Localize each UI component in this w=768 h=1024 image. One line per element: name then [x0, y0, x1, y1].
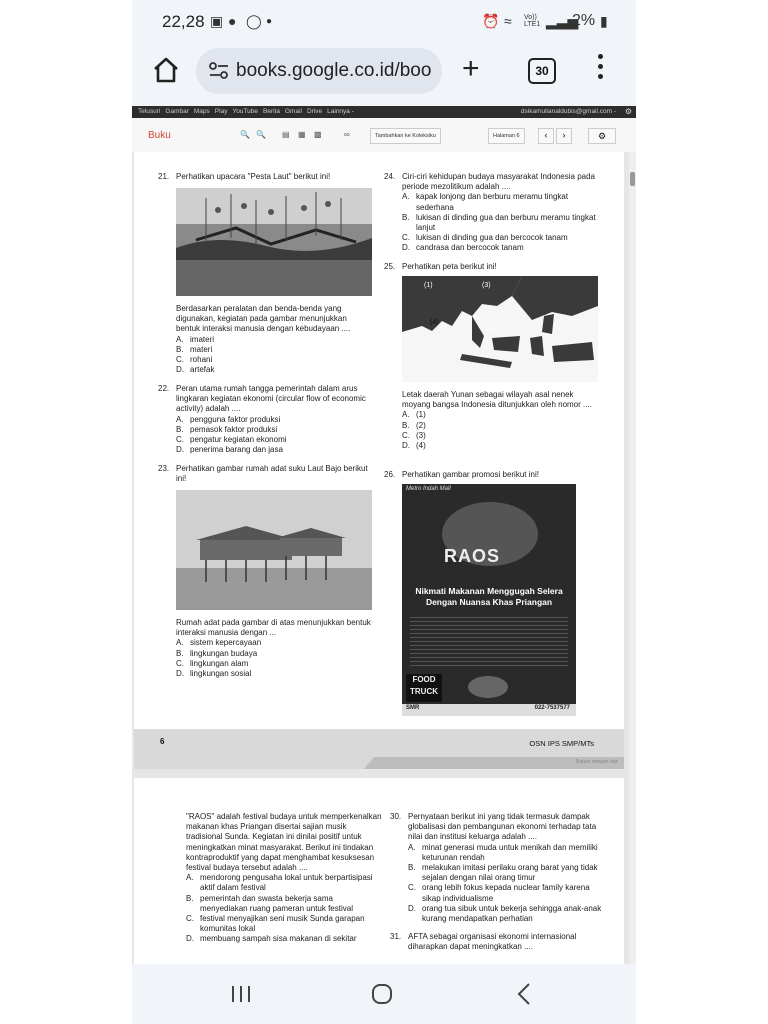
- option-letter: B.: [176, 648, 184, 658]
- option-text: mendorong pengusaha lokal untuk berpartisipasi aktif dalam festival: [200, 873, 373, 893]
- answer-option: [176, 638, 372, 648]
- option-letter: C.: [408, 883, 416, 893]
- prev-page-button[interactable]: ‹: [538, 128, 554, 144]
- answer-option: [186, 914, 382, 934]
- answer-option: [402, 192, 600, 212]
- option-letter: D.: [408, 903, 416, 913]
- option-text: membuang sampah sisa makanan di sekitar: [200, 934, 357, 944]
- option-text: festival menyajikan seni musik Sunda garapan komunitas lokal: [200, 914, 365, 934]
- answer-option: [176, 435, 372, 445]
- link-icon[interactable]: ∞: [344, 130, 350, 139]
- zoom-in-icon[interactable]: 🔍: [256, 130, 266, 139]
- answer-option: [408, 883, 608, 903]
- option-letter: A.: [176, 334, 184, 344]
- option-letter: D.: [176, 365, 184, 375]
- url-text[interactable]: books.google.co.id/boo: [236, 60, 432, 81]
- option-text: lukisan di dinding gua dan bercocok tanam: [416, 233, 568, 243]
- answer-option: [176, 355, 372, 365]
- gallery-icon: ▣: [210, 13, 224, 29]
- map-label-2: (2): [488, 327, 497, 334]
- option-letter: C.: [176, 435, 184, 445]
- home-icon[interactable]: [152, 56, 180, 84]
- question-21-body: Berdasarkan peralatan dan benda-benda yang digunakan, kegiatan pada gambar menunjukkan bentuk interaksi manusia dengan kebudayaan .... A. imateri B. materi C. rohani D. artefak: [176, 304, 372, 375]
- answer-option: [402, 233, 600, 243]
- page-number: 6: [160, 737, 165, 746]
- option-text: lingkungan budaya: [190, 648, 258, 658]
- settings-button[interactable]: ⚙: [588, 128, 616, 144]
- question-23: 23. Perhatikan gambar rumah adat suku Laut Bajo berikut ini!: [158, 464, 368, 484]
- books-toolbar: [132, 118, 636, 153]
- question-21: 21. Perhatikan upacara "Pesta Laut" berikut ini!: [158, 172, 331, 181]
- option-text: melakukan imitasi perilaku orang barat yang tidak sejalan dengan nilai orang timur: [422, 863, 598, 883]
- answer-option: [408, 904, 608, 924]
- next-page-button[interactable]: ›: [556, 128, 572, 144]
- battery-percent: 2%: [572, 12, 596, 29]
- two-page-icon[interactable]: ▦: [298, 130, 306, 139]
- option-letter: B.: [176, 344, 184, 354]
- answer-option: [402, 431, 600, 441]
- add-to-collection-button[interactable]: Tambahkan ke Koleksiku: [370, 128, 441, 144]
- scrollbar[interactable]: [629, 152, 636, 964]
- option-letter: B.: [176, 424, 184, 434]
- option-text: orang tua sibuk untuk bekerja sehingga anak-anak kurang mendapatkan perhatian: [422, 903, 602, 924]
- option-text: (3): [416, 430, 426, 440]
- account-email[interactable]: dsikamulianaldubis@gmail.com -: [520, 108, 616, 115]
- option-letter: B.: [186, 893, 194, 903]
- status-time: 22,28: [162, 12, 205, 31]
- poster-phone: 022-7537577: [534, 705, 570, 711]
- option-letter: C.: [176, 355, 184, 365]
- book-page-6: [134, 152, 624, 729]
- home-nav-icon[interactable]: [370, 982, 394, 1006]
- option-text: pemasok faktor produksi: [190, 424, 278, 434]
- zoom-out-icon[interactable]: 🔍: [240, 130, 250, 139]
- map-label-4: (4): [430, 319, 439, 326]
- poster-headline: Nikmati Makanan Menggugah Selera Dengan Nuansa Khas Priangan: [415, 586, 563, 607]
- book-viewer[interactable]: [132, 152, 636, 964]
- option-letter: A.: [408, 842, 416, 852]
- question-22: 22. Peran utama rumah tangga pemerintah dalam arus lingkaran kegiatan ekonomi (circular flow of economic activity) adalah .... A. pengguna faktor produksi B. pemasok faktor produksi C. pengatur kegiatan ekonomi D. penerima barang dan jasa: [176, 384, 372, 455]
- question-31: 31. AFTA sebagai organisasi ekonomi internasional diharapkan dapat meningkatkan ....: [390, 932, 577, 952]
- option-letter: B.: [402, 420, 410, 430]
- answer-option: [176, 335, 372, 345]
- browser-toolbar: [132, 44, 636, 98]
- poster-mall: Metro Indah Mall: [406, 486, 451, 492]
- recents-icon[interactable]: [230, 984, 252, 1004]
- option-text: pengatur kegiatan ekonomi: [190, 435, 287, 445]
- poster-brand: RAOS: [444, 546, 501, 566]
- option-letter: B.: [402, 212, 410, 222]
- answer-option: [176, 659, 372, 669]
- option-letter: A.: [186, 873, 194, 883]
- google-link[interactable]: Telusuri: [138, 108, 161, 115]
- option-text: pemerintah dan swasta bekerja sama menyediakan ruang pameran untuk festival: [200, 893, 353, 913]
- answer-option: [402, 213, 600, 233]
- answer-option: [402, 441, 600, 451]
- answer-option: [186, 934, 382, 944]
- option-text: pengguna faktor produksi: [190, 414, 281, 424]
- question-25-body: Letak daerah Yunan sebagai wilayah asal nenek moyang bangsa Indonesia ditunjukkan oleh nomor .... A. (1) B. (2) C. (3) D. (4): [402, 390, 600, 451]
- books-title[interactable]: Buku: [148, 130, 171, 141]
- answer-option: [186, 873, 382, 893]
- wifi-icon: ≈: [504, 13, 512, 29]
- tab-switcher-button[interactable]: 30: [528, 58, 556, 84]
- answer-option: [176, 445, 372, 455]
- nav-bar: [132, 964, 636, 1024]
- raos-poster: [402, 484, 576, 716]
- option-text: imateri: [190, 334, 215, 344]
- address-bar[interactable]: [196, 48, 442, 94]
- option-text: minat generasi muda untuk menikah dan memiliki keturunan rendah: [422, 842, 598, 862]
- option-letter: D.: [176, 669, 184, 679]
- answer-option: [176, 345, 372, 355]
- option-text: lingkungan alam: [190, 658, 249, 668]
- network-label: Vo)) LTE1: [524, 14, 541, 28]
- google-link[interactable]: Gambar: [165, 108, 189, 115]
- answer-option: [176, 415, 372, 425]
- option-text: orang lebih fokus kepada nuclear family karena sikap individualisme: [422, 883, 590, 903]
- option-text: lukisan di dinding gua dan berburu meramu tingkat lanjut: [416, 212, 596, 233]
- question-23-body: Rumah adat pada gambar di atas menunjukkan bentuk interaksi manusia dengan ... A. sistem kepercayaan B. lingkungan budaya C. lingkungan alam D. lingkungan sosial: [176, 618, 371, 679]
- new-tab-icon[interactable]: +: [462, 52, 480, 85]
- answer-option: [176, 649, 372, 659]
- poster-logo: [468, 676, 508, 698]
- option-letter: C.: [176, 658, 184, 668]
- alarm-icon: ⏰: [482, 13, 500, 29]
- chat-icon: ●: [228, 13, 237, 29]
- google-link[interactable]: YouTube: [232, 108, 258, 115]
- question-26: 26. Perhatikan gambar promosi berikut ini!: [384, 470, 539, 479]
- question-24: 24. Ciri-ciri kehidupan budaya masyarakat Indonesia pada periode mezolitikum adalah .... A. kapak lonjong dan berburu meramu tingkat sederhana B. lukisan di dinding gua dan berburu meramu tingkat lanjut C. lukisan di dinding gua dan bercocok tanam D. candrasa dan bercocok tanam: [402, 172, 600, 254]
- rumah-bajo-photo: [176, 490, 372, 610]
- map-label-1: (1): [424, 282, 433, 289]
- option-text: rohani: [190, 355, 213, 365]
- option-text: (2): [416, 420, 426, 430]
- signal-icon: ▂▃▅: [546, 13, 579, 29]
- option-text: sistem kepercayaan: [190, 638, 262, 648]
- site-settings-icon[interactable]: [208, 61, 230, 81]
- page-select[interactable]: Halaman 6: [488, 128, 525, 144]
- option-text: lingkungan sosial: [190, 669, 252, 679]
- gear-icon[interactable]: ⚙: [624, 107, 632, 116]
- option-text: materi: [190, 344, 213, 354]
- question-30: 30. Pernyataan berikut ini yang tidak termasuk dampak globalisasi dan pembangunan ekonomi terhadap tata nilai dan institusi keluarga adalah .... A. minat generasi muda untuk menikah dan memiliki keturunan rendah B. melakukan imitasi perilaku orang barat yang tidak sejalan dengan nilai orang timur C. orang lebih fokus kepada nuclear family karena sikap individualisme D. orang tua sibuk untuk bekerja sehingga anak-anak kurang mendapatkan perhatian: [408, 812, 608, 924]
- answer-option: [176, 669, 372, 679]
- page-footer: [134, 729, 624, 769]
- question-29-continued: "RAOS" adalah festival budaya untuk memperkenalkan makanan khas Priangan disertai sajian musik tradisional Sunda. Kegiatan ini dinilai positif untuk meningkatkan minat masyarakat. Berikut ini tindakan kontraproduktif yang dapat menghambat kesuksesan festival budaya tersebut adalah .... A. mendorong pengusaha lokal untuk berpartisipasi aktif dalam festival B. pemerintah dan swasta bekerja sama menyediakan ruang pameran untuk festival C. festival menyajikan seni musik Sunda garapan komunitas lokal D. membuang sampah sisa makanan di sekitar: [186, 812, 382, 944]
- option-text: (1): [416, 410, 426, 420]
- option-letter: C.: [186, 914, 194, 924]
- google-link[interactable]: Maps: [193, 108, 210, 115]
- google-link[interactable]: Berita: [263, 108, 280, 115]
- answer-option: [408, 863, 608, 883]
- option-letter: A.: [176, 638, 184, 648]
- status-bar: [132, 0, 636, 44]
- option-letter: C.: [402, 233, 410, 243]
- google-link[interactable]: Lainnya -: [327, 108, 354, 115]
- answer-option: [408, 843, 608, 863]
- google-link[interactable]: Play: [214, 108, 228, 115]
- option-letter: D.: [186, 934, 194, 944]
- option-text: (4): [416, 441, 426, 451]
- phone-screen: [132, 0, 636, 1024]
- question-25: 25. Perhatikan peta berikut ini!: [384, 262, 497, 271]
- option-letter: B.: [408, 863, 416, 873]
- option-letter: A.: [402, 410, 410, 420]
- book-page-7: [134, 778, 624, 964]
- single-page-icon[interactable]: ▤: [282, 130, 290, 139]
- answer-option: [402, 243, 600, 253]
- map-label-3: (3): [482, 282, 491, 289]
- menu-icon[interactable]: [598, 54, 604, 84]
- google-bar: [132, 106, 636, 118]
- option-letter: D.: [176, 445, 184, 455]
- google-links: [138, 108, 359, 115]
- dot-icon: ●: [266, 16, 273, 27]
- whatsapp-icon: ◯: [246, 13, 262, 29]
- option-letter: D.: [402, 243, 410, 253]
- answer-option: [402, 410, 600, 420]
- footer-side: Bahan dengan hak: [576, 759, 618, 765]
- option-text: candrasa dan bercocok tanam: [416, 243, 524, 253]
- thumbnail-icon[interactable]: ▩: [314, 130, 322, 139]
- poster-schedule: [410, 614, 568, 668]
- battery-icon: ▮: [600, 13, 608, 29]
- option-letter: A.: [176, 414, 184, 424]
- answer-option: [176, 365, 372, 375]
- answer-option: [176, 425, 372, 435]
- option-text: penerima barang dan jasa: [190, 445, 283, 455]
- option-letter: C.: [402, 430, 410, 440]
- google-link[interactable]: Drive: [306, 108, 323, 115]
- option-letter: D.: [402, 441, 410, 451]
- option-letter: A.: [402, 192, 410, 202]
- footer-title: OSN IPS SMP/MTs: [529, 739, 594, 748]
- option-text: artefak: [190, 365, 215, 375]
- answer-option: [186, 894, 382, 914]
- poster-food-truck: FOOD TRUCK: [406, 674, 442, 702]
- answer-option: [402, 421, 600, 431]
- option-text: kapak lonjong dan berburu meramu tingkat sederhana: [416, 192, 569, 212]
- pesta-laut-photo: [176, 188, 372, 296]
- google-link[interactable]: Gmail: [284, 108, 302, 115]
- poster-smr: SMR: [406, 705, 420, 711]
- back-icon[interactable]: [516, 982, 532, 1006]
- asia-map: [402, 276, 598, 382]
